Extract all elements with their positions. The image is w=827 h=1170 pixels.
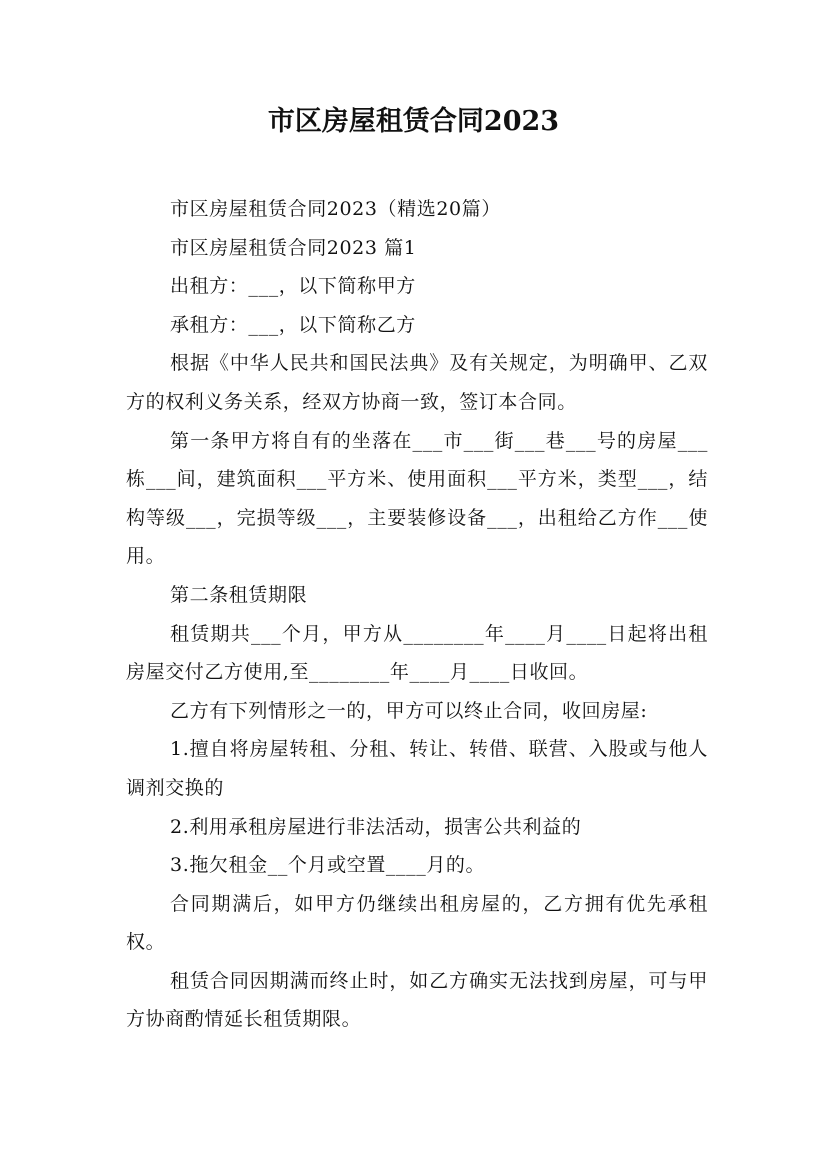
paragraph-lease-term: 租赁期共___个月，甲方从________年____月____日起将出租房屋交付乙方使用,至________年____月____日收回。 [126, 622, 708, 684]
paragraph-termination-intro: 乙方有下列情形之一的，甲方可以终止合同，收回房屋: [170, 699, 648, 722]
paragraph-article-1: 第一条甲方将自有的坐落在___市___街___巷___号的房屋___栋___间，建筑面积___平方米、使用面积___平方米，类型___，结构等级___，完损等级___，主要装修设备___，出租给乙方作___使用。 [126, 429, 708, 568]
paragraph-section-heading: 市区房屋租赁合同2023 篇1 [170, 236, 417, 259]
paragraph-subtitle: 市区房屋租赁合同2023（精选20篇） [170, 198, 501, 220]
paragraph-lessee: 承租方：___，以下简称乙方 [170, 313, 416, 336]
paragraph-priority-right: 合同期满后，如甲方仍继续出租房屋的，乙方拥有优先承租权。 [126, 892, 708, 954]
document-title: 市区房屋租赁合同2023 [267, 106, 560, 137]
paragraph-termination-item-3: 3.拖欠租金__个月或空置____月的。 [170, 854, 486, 877]
paragraph-extension: 租赁合同因期满而终止时，如乙方确实无法找到房屋，可与甲方协商酌情延长租赁期限。 [126, 969, 708, 1031]
paragraph-termination-item-1: 1.擅自将房屋转租、分租、转让、转借、联营、入股或与他人调剂交换的 [126, 738, 708, 799]
paragraph-termination-item-2: 2.利用承租房屋进行非法活动，损害公共利益的 [170, 815, 582, 838]
paragraph-preamble: 根据《中华人民共和国民法典》及有关规定，为明确甲、乙双方的权利义务关系，经双方协商一致，签订本合同。 [126, 352, 708, 413]
paragraph-article-2-heading: 第二条租赁期限 [170, 583, 308, 606]
paragraph-lessor: 出租方：___，以下简称甲方 [170, 275, 416, 298]
document-body [126, 190, 708, 1039]
